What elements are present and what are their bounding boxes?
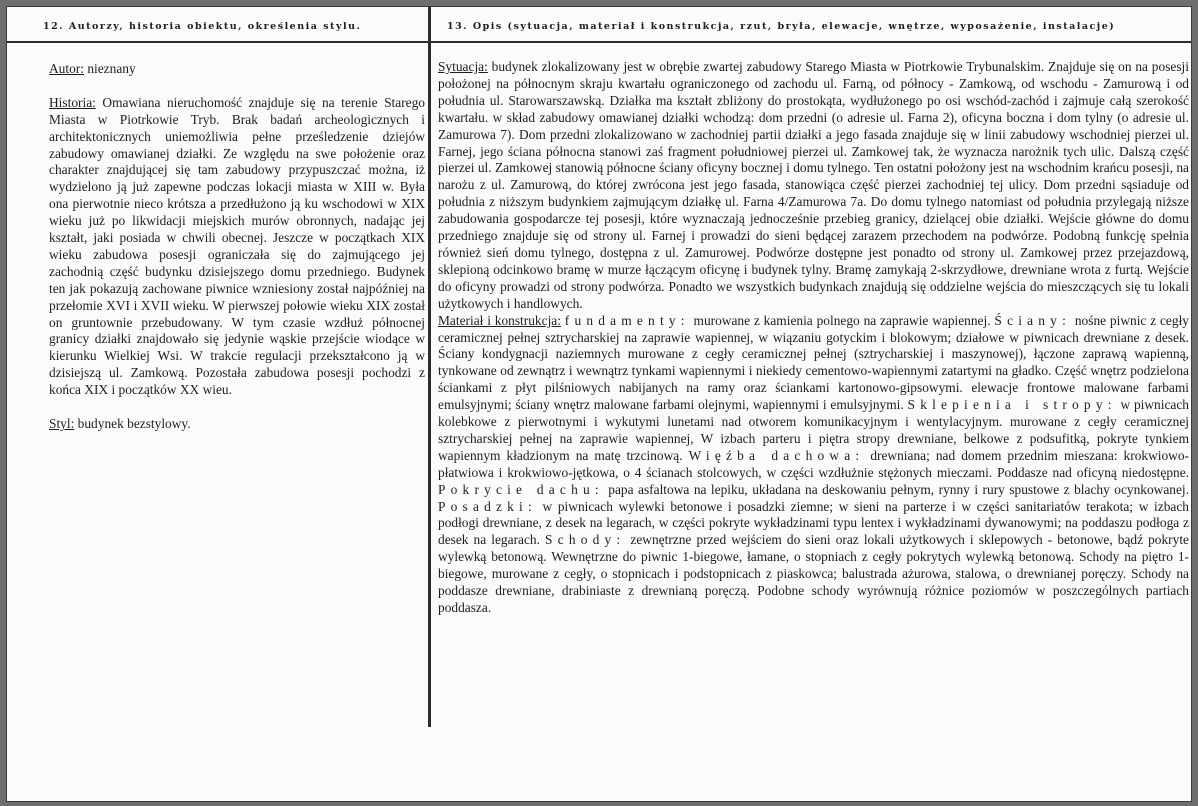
text-stairs: zewnętrzne przed wejściem do sieni oraz lokali użytkowych i sklepowych - betonowe, bądź pokryte wylewką betonową. Wewnętrzne do piwnic 1-biegowe, łamane, o stopniach z cegły pokrytych wylewką betonową. Schody na piętro 1-biegowe, murowane z cegły, o stopnicach i podstopnicach z piaskowca; balustrada ażurowa, stalowa, o drewnianej poręczy. Schody na poddasze drewniane, drabiniaste z drewnianą poręczą. Podobne schody wyrównują różnice poziomów w poszczególnych partiach poddasza. bbox=[438, 532, 1189, 615]
style-value: budynek bezstylowy. bbox=[74, 416, 191, 431]
term-vaults: Sklepienia i stropy: bbox=[907, 397, 1117, 413]
author-line bbox=[49, 61, 425, 78]
text-roofing: papa asfaltowa na lepiku, układana na deskowaniu pełnym, rynny i rury spustowe z blachy ocynkowanej. bbox=[603, 481, 1189, 497]
text-floors: w piwnicach wylewki betonowe i posadzki ziemne; w sieni na parterze i w części sanitariatów terakota; w izbach podłogi drewniane, z desek na legarach, w części pokryte wykładzinami typu lentex i wykładzinami dywanowymi; na poddaszu podłoga z desek na legarach. bbox=[438, 498, 1189, 548]
document-sheet bbox=[6, 6, 1192, 802]
style-label: Styl: bbox=[49, 416, 75, 431]
author-value: nieznany bbox=[83, 61, 136, 76]
term-stairs: Schody: bbox=[545, 532, 626, 548]
situation-label: Sytuacja: bbox=[438, 59, 488, 74]
situation-paragraph bbox=[438, 59, 1189, 313]
style-line bbox=[49, 416, 425, 433]
material-paragraph bbox=[438, 313, 1189, 617]
right-column bbox=[431, 7, 1192, 801]
term-foundations: fundamenty: bbox=[564, 312, 690, 328]
text-walls: nośne piwnic z cegły ceramicznej pełnej sztrycharskiej na zaprawie wapiennej, w wiązaniu gotyckim i blokowym; działowe w piwnicach drewniane z desek. Ściany kondygnacji naziemnych murowane z cegły ceramicznej pełnej (sztrycharskiej i maszynowej), łączone zaprawą wapienną, tynkowane od zewnątrz i wewnątrz tynkami wapiennymi i niekiedy cementowo-wapiennymi zatartymi na gładko. Część wnętrz podzielona ściankami z płyt pilśniowych nabijanych na ramy oraz ściankami kartonowo-gipsowymi. elewacje frontowe malowane farbami emulsyjnymi; ściany wnętrz malowane farbami olejnymi, wapiennymi i emulsyjnymi. bbox=[438, 312, 1189, 413]
term-roofing: Pokrycie dachu: bbox=[438, 481, 604, 497]
text-roof-truss: drewniana; nad domem przednim mieszana: krokwiowo-płatwiowa i krokwiowo-jętkowa, o 4 ścianach stolcowych, w części wzdłużnie stężonych mieczami. Poddasze nad oficyną niedostępne. bbox=[438, 447, 1189, 480]
history-label: Historia: bbox=[49, 94, 96, 110]
term-walls: Ściany: bbox=[994, 312, 1071, 328]
left-body bbox=[7, 43, 429, 433]
history-text: Omawiana nieruchomość znajduje się na terenie Starego Miasta w Piotrkowie Tryb. Brak badań archeologicznych i architektonicznych uniemożliwia pełne prześledzenie dziejów zabudowy omawianej działki. Ze względu na swe położenie oraz charakter znajdującej się tam zabudowy przypuszczać można, iż wydzielono ją już zapewne podczas lokacji miasta w XIII w. Była ona pierwotnie nieco krótsza a przedłużono ją ku wschodowi w XIX wieku już po likwidacji miejskich murów obronnych, nadając jej kształt, jaki posiada w chwili obecnej. Jeszcze w początkach XIX wieku zabudowa posesji ograniczała się do zajmującego jej zachodnią część budynku dzisiejszego domu przedniego. Budynek ten jak pokazują zachowane piwnice wzniesiony został najpóźniej na przełomie XVI i XVII wieku. W pierwszej połowie wieku XIX został on gruntownie przebudowany. W tym czasie wzdłuż północnej granicy działki znajdowało się jedynie wąskie przejście wiodące w kierunku Wielkiej Wsi. W trakcie regulacji przekształcono ją w dzisiejszą ul. Zamkową. Pozostała zabudowa posesji pochodzi z końca XIX i początków XX wieu. bbox=[49, 94, 425, 398]
situation-text: budynek zlokalizowany jest w obrębie zwartej zabudowy Starego Miasta w Piotrkowie Trybunalskim. Znajduje się on na posesji położonej na północnym skraju kwartału ograniczonego od zachodu ul. Farną, od północy - Zamkową, od wschodu - Zamurową i od południa ul. Starowarszawską. Działka ma kształt zbliżony do prostokąta, wydłużonego po osi wschód-zachód i zajmuje całą szerokość kwartału. w skład zabudowy omawianej działki wchodzą: dom przedni (o adresie ul. Farna 2), oficyna boczna i dom tylny (o adresie ul. Zamurowa 7). Dom przedni zlokalizowano w zachodniej partii działki a jego fasada znajduje się w linii zabudowy wschodniej pierzei ul. Farnej, jego ściana północna stanowi zaś fragment południowej pierzei ul. Zamkowej tak, że wyznacza narożnik tych ulic. Dalszą część pierzei ul. Zamkowej stanowią północne ściany oficyny bocznej i domu tylnego. Ten ostatni położony jest na wschodnim krańcu posesji, na narożu z ul. Zamurową, do której zwrócona jest jego fasada, stanowiąca część pierzei zachodniej tej ulicy. Dom przedni sąsiaduje od południa z niższym budynkiem zajmującym działkę ul. Farna 4/Zamurowa 7a. Do domu tylnego natomiast od południa przylegają niższe zabudowania gospodarcze tej posesji, które wyznaczają jednocześnie przebieg granicy, dzielącej obie działki. Wejście główne do domu przedniego znajduje się od strony ul. Farnej i prowadzi do sieni będącej zarazem przechodem na podwórze. Podobną funkcję spełnia również sień domu tylnego, dostępna z ul. Zamurowej. Podwórze dostępne jest ponadto od strony ul. Zamkowej przez przejazdową, sklepioną odcinkowo bramę w murze łączącym oficynę i budynek tylny. Bramę zamykają 2-skrzydłowe, drewniane wrota z furtą. Wejście do oficyny prowadzi od strony podwórza. Ponadto we wszystkich budynkach znajdują się oddzielne wejścia do mieszczących się tu lokali użytkowych i handlowych. bbox=[438, 59, 1189, 311]
right-body bbox=[431, 43, 1192, 617]
term-floors: Posadzki: bbox=[438, 498, 537, 514]
author-label: Autor: bbox=[49, 61, 84, 76]
history-paragraph bbox=[49, 95, 425, 399]
term-roof-truss: Więźba dachowa: bbox=[688, 447, 865, 463]
right-section-header: 13. Opis (sytuacja, materiał i konstrukcja, rzut, bryła, elewacje, wnętrze, wyposażenie, instalacje) bbox=[431, 7, 1192, 43]
left-section-header: 12. Autorzy, historia obiektu, określenia stylu. bbox=[7, 7, 429, 43]
left-column bbox=[7, 7, 429, 801]
text-foundations: murowane z kamienia polnego na zaprawie wapiennej. bbox=[689, 312, 995, 328]
material-label: Materiał i konstrukcja: bbox=[438, 312, 561, 328]
text-vaults: w piwnicach kolebkowe z pierwotnymi i wykutymi lunetami nad otworem komunikacyjnym i wentylacyjnym. murowane z cegły ceramicznej sztrycharskiej pełnej na zaprawie wapiennej, W izbach parteru i piętra stropy drewniane, belkowe z podsufitką, pokryte tynkiem wapiennym kładzionym na matę trzcinową. bbox=[438, 397, 1189, 463]
